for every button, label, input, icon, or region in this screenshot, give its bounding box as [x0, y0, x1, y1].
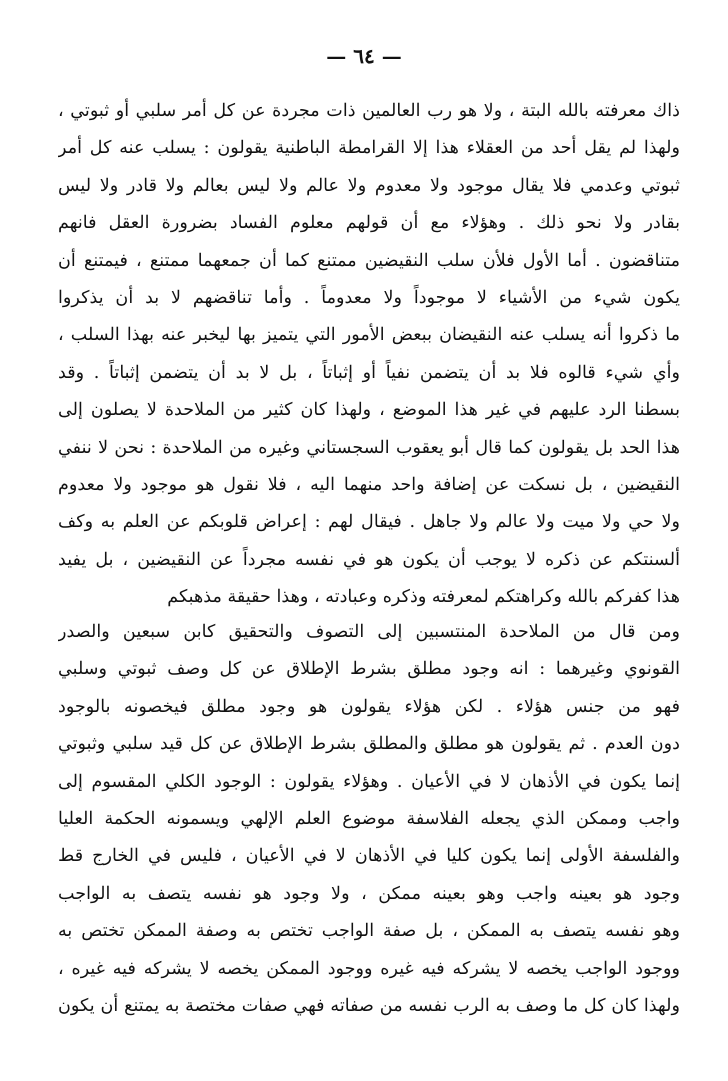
paragraph-1: [58, 93, 680, 616]
text-line: ومن قال من الملاحدة المنتسبين إلى التصوف والتحقيق كابن سبعين والصدر: [58, 622, 680, 642]
text-line: ألسنتكم عن ذكره لا يوجب أن يكون هو في نفسه مجرداً عن النقيضين ، بل يفيد: [58, 549, 680, 570]
text-line: النقيضين ، بل نسكت عن إضافة واحد منهما اليه ، فلا نقول هو موجود ولا معدوم: [58, 474, 680, 495]
text-line: متناقضون . أما الأول فلأن سلب النقيضين ممتنع كما أن جمعهما ممتنع ، فيمتنع أن: [58, 250, 680, 271]
text-line: ثبوتي وعدمي فلا يقال موجود ولا معدوم ولا عالم ولا ليس بعالم ولا قادر ولا ليس: [58, 175, 680, 196]
text-line: إنما يكون في الأذهان لا في الأعيان . وهؤلاء يقولون : الوجود الكلي المقسوم إلى: [58, 771, 680, 792]
text-line: فهو من جنس هؤلاء . لكن هؤلاء يقولون هو وجود مطلق فيخصونه بالوجود: [58, 696, 680, 717]
text-line: ما ذكروا أنه يسلب عنه النقيضان ببعض الأمور التي يتميز بها ليخبر عنه بهذا السلب ،: [58, 325, 680, 346]
text-line: ولهذا لم يقل أحد من العقلاء هذا إلا القرامطة الباطنية يقولون : يسلب عنه كل أمر: [58, 138, 680, 159]
text-line: هذا الحد بل يقولون كما قال أبو يعقوب السجستاني وغيره من الملاحدة : نحن لا ننفي: [58, 437, 680, 458]
text-line: بسطنا الرد عليهم في غير هذا الموضع ، ولهذا كان كثير من الملاحدة لا يصلون إلى: [58, 400, 680, 421]
text-line: وأي شيء قالوه فلا بد أن يتضمن نفياً أو إثباتاً ، بل لا بد أن يتضمن إثباتاً . وقد: [58, 362, 680, 383]
text-line: ولهذا كان كل ما وصف به الرب نفسه من صفاته فهي صفات مختصة به يمتنع أن يكون: [58, 995, 680, 1016]
text-line: ولا حي ولا ميت ولا عالم ولا جاهل . فيقال لهم : إعراض قلوبكم عن العلم به وكف: [58, 512, 680, 533]
text-line: والفلسفة الأولى إنما يكون كليا في الأذهان لا في الأعيان ، فليس في الخارج قط: [58, 846, 680, 867]
text-line: ووجود الواجب يخصه لا يشركه فيه غيره ووجود الممكن يخصه لا يشركه فيه غيره ،: [58, 958, 680, 979]
text-line: وجود هو بعينه واجب وهو بعينه ممكن ، ولا وجود هو نفسه يتصف به الواجب: [58, 883, 680, 904]
text-line: دون العدم . ثم يقولون هو مطلق والمطلق بشرط الإطلاق عن كل قيد سلبي وثبوتي: [58, 734, 680, 755]
page-number: — ٦٤ —: [326, 44, 402, 68]
text-line: واجب وممكن الذي يجعله الفلاسفة موضوع العلم الإلهي ويسمونه الحكمة العليا: [58, 808, 680, 829]
text-line: بقادر ولا نحو ذلك . وهؤلاء مع أن قولهم معلوم الفساد بضرورة العقل فانهم: [58, 213, 680, 234]
text-line: ذاك معرفته بالله البتة ، ولا هو رب العالمين ذات مجردة عن كل أمر سلبي أو ثبوتي ،: [58, 101, 680, 121]
text-line: يكون شيء من الأشياء لا موجوداً ولا معدوماً . وأما تناقضهم لا بد أن يذكروا: [58, 287, 680, 308]
paragraph-2: [58, 614, 680, 1025]
text-line: وهو نفسه يتصف به الممكن ، بل صفة الواجب تختص به وصفة الممكن تختص به: [58, 921, 680, 942]
text-line: القونوي وغيرهما : انه وجود مطلق بشرط الإطلاق عن كل وصف ثبوتي وسلبي: [58, 659, 680, 680]
text-line: هذا كفركم بالله وكراهتكم لمعرفته وذكره وعبادته ، وهذا حقيقة مذهبكم: [167, 587, 680, 608]
